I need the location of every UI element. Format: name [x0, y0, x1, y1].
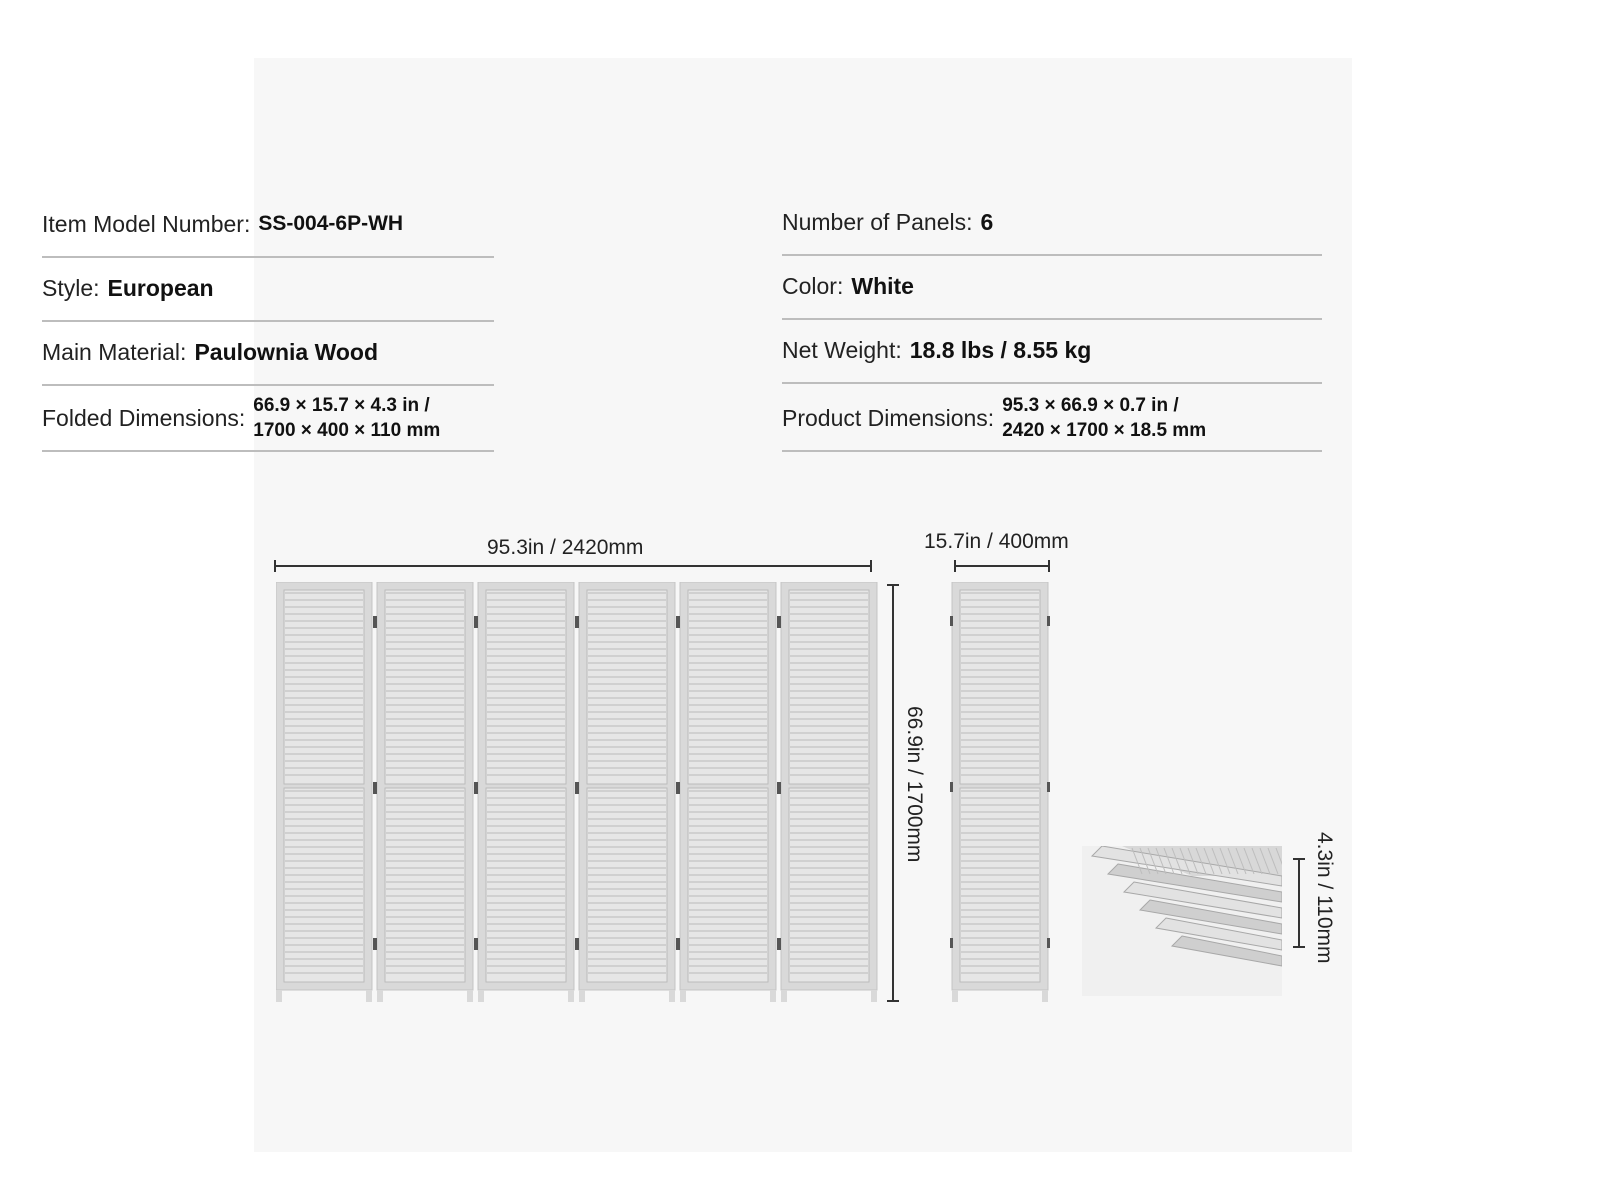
- panel-width-tick-left: [954, 560, 956, 572]
- panel-leg-left: [781, 990, 787, 1002]
- hinge: [950, 616, 953, 626]
- hinge: [575, 782, 579, 794]
- panel-leg-right: [871, 990, 877, 1002]
- panel-louver-section: [960, 590, 1040, 784]
- spec-product: [782, 386, 1322, 452]
- hinge: [777, 616, 781, 628]
- spec-material: [42, 320, 494, 386]
- panel-louver-section: [688, 788, 768, 982]
- panel-louver-section: [587, 590, 667, 784]
- panel-louver-section: [486, 590, 566, 784]
- spec-style: [42, 256, 494, 322]
- spec-style-value: European: [107, 274, 214, 301]
- spec-model-label: Item Model Number:: [42, 210, 251, 237]
- panel-leg-right: [1042, 990, 1048, 1002]
- thickness-dimension-label: 4.3in / 110mm: [1313, 832, 1336, 964]
- hinge: [373, 938, 377, 950]
- screen-panel-4: [579, 582, 675, 1002]
- panel-leg-left: [478, 990, 484, 1002]
- spec-panels-value: 6: [980, 208, 994, 235]
- hinge: [373, 782, 377, 794]
- height-dimension-tick-top: [887, 584, 899, 586]
- width-dimension-tick-right: [870, 560, 872, 572]
- panel-leg-left: [952, 990, 958, 1002]
- screen-panel-2: [377, 582, 473, 1002]
- panel-louver-section: [284, 788, 364, 982]
- spec-panels-label: Number of Panels:: [782, 208, 973, 235]
- height-dimension-tick-bottom: [887, 1000, 899, 1002]
- folded-stack-photo: [1082, 846, 1282, 996]
- panel-louver-section: [284, 590, 364, 784]
- hinge: [1047, 938, 1050, 948]
- thickness-tick-top: [1293, 858, 1305, 860]
- panel-width-dimension-line: [954, 565, 1050, 567]
- panel-louver-section: [789, 590, 869, 784]
- panel-leg-right: [366, 990, 372, 1002]
- panel-louver-section: [587, 788, 667, 982]
- width-dimension-label: 95.3in / 2420mm: [487, 536, 644, 559]
- height-dimension-line: [892, 584, 894, 1002]
- spec-folded: [42, 386, 494, 452]
- thickness-dimension-line: [1298, 858, 1300, 948]
- hinge: [777, 782, 781, 794]
- spec-folded-value-line2: 1700 × 400 × 110 mm: [253, 420, 441, 441]
- single-panel-side-view: [950, 582, 1050, 1002]
- width-dimension-line: [274, 565, 872, 567]
- panel-louver-section: [688, 590, 768, 784]
- screen-panel-side: [952, 582, 1048, 1002]
- screen-panel-1: [276, 582, 372, 1002]
- panel-leg-left: [377, 990, 383, 1002]
- hinge: [474, 616, 478, 628]
- spec-product-label: Product Dimensions:: [782, 404, 995, 431]
- six-panel-screen-illustration: [276, 582, 880, 1002]
- hinge: [950, 938, 953, 948]
- hinge: [575, 616, 579, 628]
- spec-color-label: Color:: [782, 272, 844, 299]
- hinge: [1047, 782, 1050, 792]
- hinge: [474, 782, 478, 794]
- spec-folded-value: [253, 393, 440, 443]
- hinge: [1047, 616, 1050, 626]
- panel-louver-section: [385, 590, 465, 784]
- panel-leg-right: [770, 990, 776, 1002]
- spec-style-label: Style:: [42, 274, 100, 301]
- spec-color: [782, 254, 1322, 320]
- panel-leg-left: [276, 990, 282, 1002]
- spec-folded-label: Folded Dimensions:: [42, 404, 246, 431]
- spec-product-value-line1: 95.3 × 66.9 × 0.7 in /: [1002, 395, 1179, 416]
- panel-leg-right: [467, 990, 473, 1002]
- panel-leg-right: [669, 990, 675, 1002]
- hinge: [575, 938, 579, 950]
- panel-leg-right: [568, 990, 574, 1002]
- hinge: [777, 938, 781, 950]
- screen-panel-3: [478, 582, 574, 1002]
- panel-louver-section: [960, 788, 1040, 982]
- spec-material-value: Paulownia Wood: [194, 338, 379, 365]
- screen-panel-5: [680, 582, 776, 1002]
- spec-panels: [782, 190, 1322, 256]
- spec-material-label: Main Material:: [42, 338, 187, 365]
- spec-weight-label: Net Weight:: [782, 336, 902, 363]
- hinge: [676, 616, 680, 628]
- thickness-tick-bottom: [1293, 946, 1305, 948]
- panel-louver-section: [486, 788, 566, 982]
- panel-leg-left: [579, 990, 585, 1002]
- panel-width-tick-right: [1048, 560, 1050, 572]
- spec-product-value: [1002, 393, 1206, 443]
- spec-folded-value-line1: 66.9 × 15.7 × 4.3 in /: [253, 395, 430, 416]
- panel-leg-left: [680, 990, 686, 1002]
- panel-louver-section: [789, 788, 869, 982]
- spec-weight: [782, 318, 1322, 384]
- hinge: [373, 616, 377, 628]
- hinge: [676, 782, 680, 794]
- height-dimension-label: 66.9in / 1700mm: [903, 706, 926, 863]
- spec-color-value: White: [851, 272, 914, 299]
- screen-panel-6: [781, 582, 877, 1002]
- hinge: [950, 782, 953, 792]
- hinge: [474, 938, 478, 950]
- spec-model-value: SS-004-6P-WH: [258, 212, 404, 235]
- width-dimension-tick-left: [274, 560, 276, 572]
- panel-width-dimension-label: 15.7in / 400mm: [924, 530, 1069, 553]
- hinge: [676, 938, 680, 950]
- spec-product-value-line2: 2420 × 1700 × 18.5 mm: [1002, 420, 1207, 441]
- panel-louver-section: [385, 788, 465, 982]
- spec-model: [42, 192, 494, 258]
- spec-weight-value: 18.8 lbs / 8.55 kg: [909, 336, 1092, 363]
